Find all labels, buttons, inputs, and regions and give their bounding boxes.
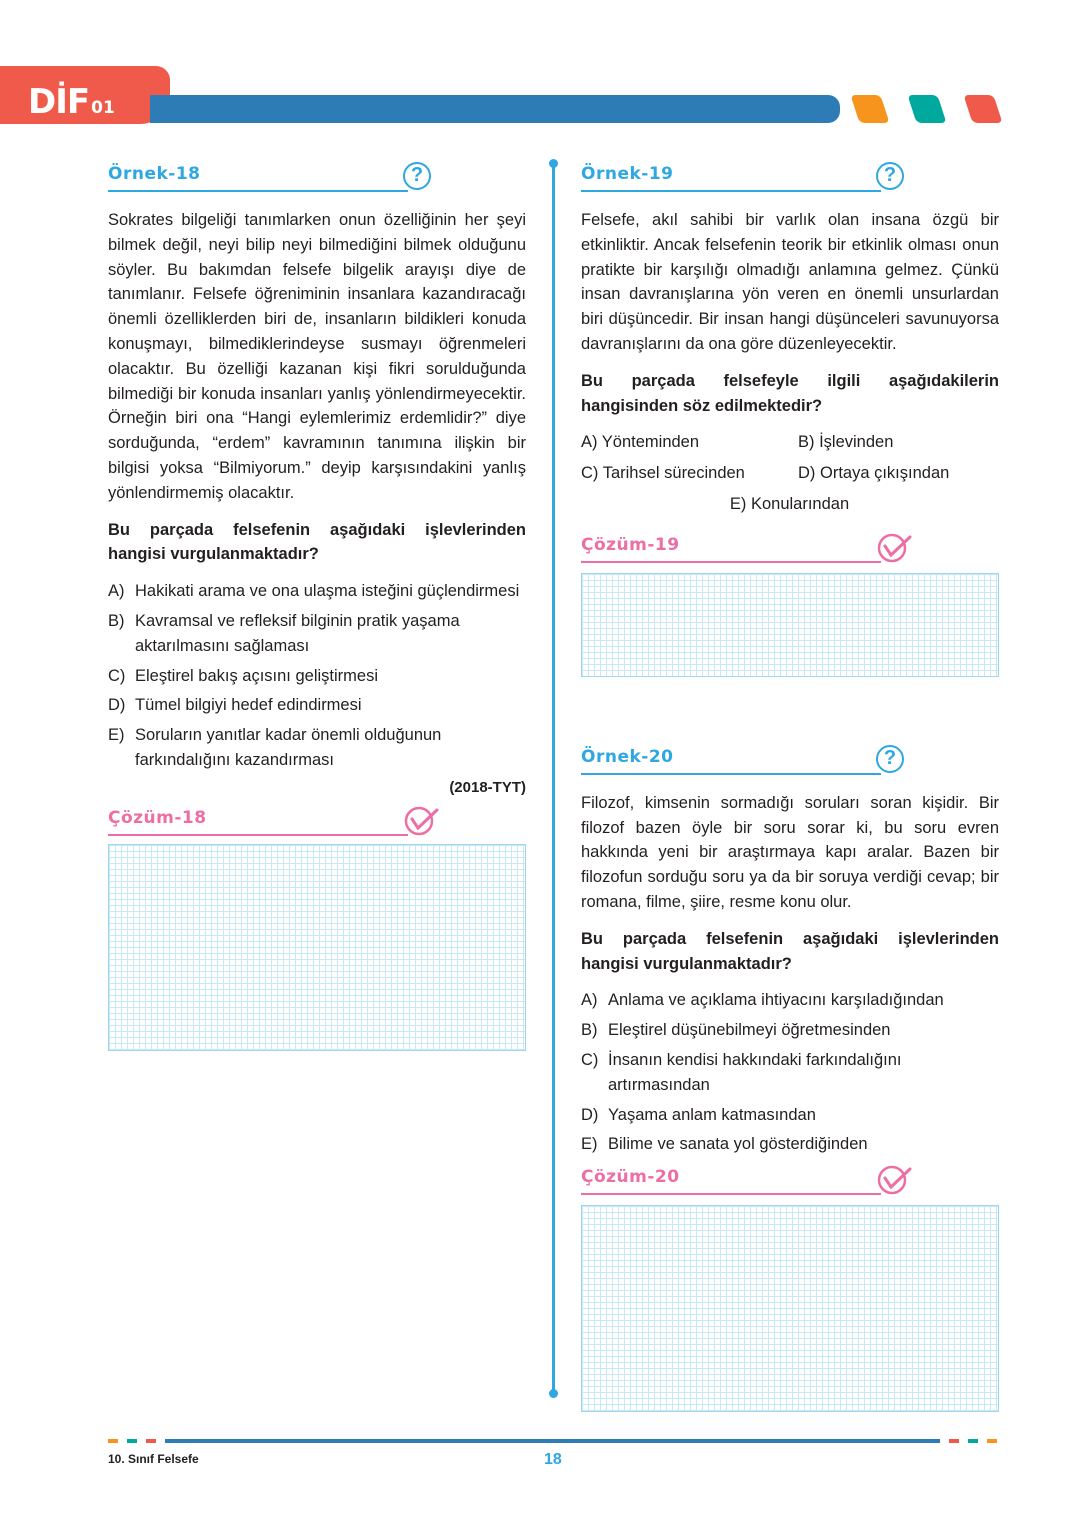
source-label: (2018-TYT) (449, 778, 526, 796)
question-icon: ? (403, 162, 431, 190)
solution-underline (108, 834, 408, 836)
example-title: Örnek-19 (581, 164, 674, 184)
example-19 (581, 160, 999, 1412)
tab-red (963, 95, 1002, 123)
option-a[interactable]: A) Yönteminden (581, 433, 700, 452)
solution-18-header (108, 804, 526, 838)
page-number: 18 (544, 1451, 562, 1468)
option-b[interactable]: B) İşlevinden (798, 433, 894, 452)
option-c[interactable]: C) Eleştirel bakış açısını geliştirmesi (108, 666, 378, 685)
solution-19-header (581, 531, 999, 565)
example-18-header (108, 160, 526, 194)
solution-underline (581, 1193, 881, 1195)
check-icon (403, 802, 439, 838)
example-20-header (581, 743, 999, 777)
footer-dash (108, 1439, 118, 1443)
column-divider (552, 163, 555, 1393)
solution-grid[interactable] (581, 573, 999, 677)
solution-title: Çözüm-19 (581, 534, 680, 555)
example-text: Felsefe, akıl sahibi bir varlık olan insana özgü bir etkinliktir. Ancak felsefenin teorik bir etkinlik olması onun pratikte bir karşılığı olmadığı anlamına gelmez. Çünkü insan davranışlarına yön veren en önemli unsurlardan biri düşüncedir. Bir insan hangi düşünceleri savunuyorsa davranışlarını da ona göre düzenleyecektir. (581, 211, 999, 353)
solution-20-header (581, 1163, 999, 1197)
option-c[interactable]: C) İnsanın kendisi hakkındaki farkındalığını artırmasından (581, 1050, 902, 1094)
footer-dash (968, 1439, 978, 1443)
check-icon (876, 1161, 912, 1197)
question-icon: ? (876, 162, 904, 190)
solution-grid[interactable] (108, 844, 526, 1051)
option-e[interactable]: E) Soruların yanıtlar kadar önemli olduğunun farkındalığını kazandırması (108, 726, 442, 769)
course-label: 10. Sınıf Felsefe (108, 1452, 199, 1466)
tab-orange (850, 95, 889, 123)
option-a[interactable]: A) Anlama ve açıklama ihtiyacını karşıladığından (581, 991, 944, 1010)
option-d[interactable]: D) Yaşama anlam katmasından (581, 1105, 816, 1124)
footer-dash (146, 1439, 156, 1443)
example-19-header (581, 160, 999, 194)
option-d[interactable]: D) Tümel bilgiyi hedef edindirmesi (108, 696, 362, 715)
title-underline (581, 773, 881, 775)
footer-dash (949, 1439, 959, 1443)
answer-options (581, 988, 999, 1157)
solution-title: Çözüm-20 (581, 1167, 680, 1188)
option-b[interactable]: B) Kavramsal ve refleksif bilginin pratik yaşama aktarılmasını sağlaması (108, 611, 460, 655)
question-icon: ? (876, 745, 904, 773)
footer-bar (165, 1439, 940, 1443)
answer-options (108, 579, 526, 773)
answer-options (581, 430, 999, 516)
option-e[interactable]: E) Konularından (729, 494, 850, 513)
example-text: Sokrates bilgeliği tanımlarken onun özelliğinin her şeyi bilmek değil, neyi bilip neyi bilmediğini bilmek olduğunu söyler. Bu bakımdan felsefe bilgelik arayışı diye de tanımlanır. Felsefe öğreniminin insanlara kazandıracağı önemli özelliklerden biri de, insanların bildikleri konuda konuşmayı, bilmediklerindeyse susmayı öğrenmeleri olacaktır. Bu özelliği kazanan kişi fikri sorulduğunda bilmediği bir konuda insanları yanlış yönlendirmeyecektir. Örneğin biri ona “Hangi eylemlerimiz erdemlidir?” diye sorduğunda, “erdem” kavramının tanımına ilişkin bir bilgisi yoksa “Bilmiyorum.” deyip karşısındakini yanlış yönlendirmemiş olacaktır. (108, 211, 526, 502)
question-text: Bu parçada felsefenin aşağıdaki işlevlerinden hangisi vurgulanmaktadır? (581, 929, 999, 973)
example-text: Filozof, kimsenin sormadığı soruları soran kişidir. Bir filozof bazen öyle bir soru sorar ki, bu soru evren hakkında yeni bir araştırmaya kapı aralar. Bazen bir filozofun sorduğu soru ya da bir soruya verdiği cevap; bir romana, filme, şiire, resme konu olur. (581, 793, 999, 911)
solution-grid[interactable] (581, 1205, 999, 1412)
option-d[interactable]: D) Ortaya çıkışından (798, 464, 950, 483)
example-title: Örnek-18 (108, 164, 201, 184)
footer-dash (127, 1439, 137, 1443)
tab-teal (907, 95, 946, 123)
example-title: Örnek-20 (581, 746, 674, 767)
solution-underline (581, 561, 881, 563)
option-a[interactable]: A) Hakikati arama ve ona ulaşma isteğini güçlendirmesi (108, 582, 520, 601)
option-b[interactable]: B) Eleştirel düşünebilmeyi öğretmesinden (581, 1021, 891, 1040)
check-icon (876, 529, 912, 565)
logo: DİF 01 (28, 82, 115, 122)
divider-dot-bottom (549, 1389, 558, 1398)
title-underline (581, 190, 881, 192)
question-text: Bu parçada felsefenin aşağıdaki işlevlerinden hangisi vurgulanmaktadır? (108, 520, 526, 564)
divider-dot-top (549, 159, 558, 168)
question-text: Bu parçada felsefeyle ilgili aşağıdakilerin hangisinden söz edilmektedir? (581, 371, 999, 415)
header-bar (150, 95, 840, 123)
option-c[interactable]: C) Tarihsel sürecinden (581, 464, 745, 483)
example-18 (108, 160, 526, 1051)
title-underline (108, 190, 408, 192)
solution-title: Çözüm-18 (108, 807, 207, 828)
option-e[interactable]: E) Bilime ve sanata yol gösterdiğinden (581, 1135, 868, 1154)
footer-dash (987, 1439, 997, 1443)
